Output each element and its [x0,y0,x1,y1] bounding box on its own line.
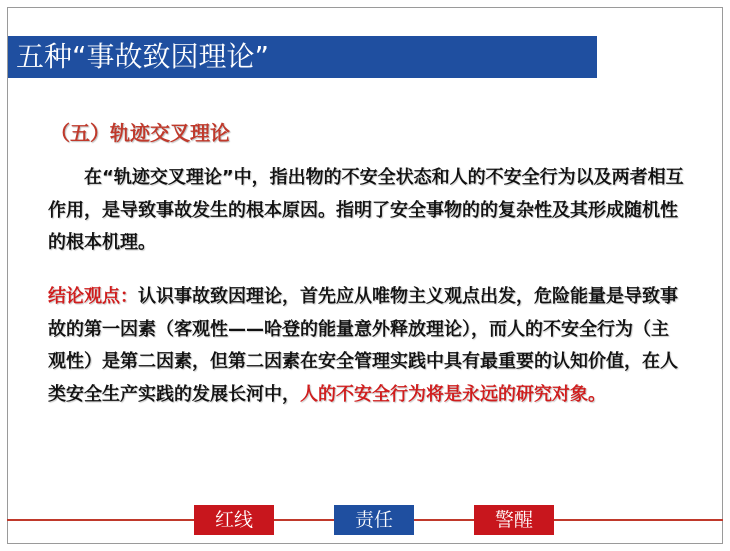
slide-title: 五种“事故致因理论” [8,36,597,78]
conclusion-highlight: 人的不安全行为将是永远的研究对象。 [300,383,606,405]
badge-alert: 警醒 [474,505,554,535]
section-heading: （五）轨迹交叉理论 [50,121,230,145]
conclusion-label: 结论观点： [48,286,138,307]
slide-frame [7,7,723,544]
body-paragraph: 在“轨迹交叉理论”中，指出物的不安全状态和人的不安全行为以及两者相互作用，是导致事故发生的根本原因。指明了安全事物的的复杂性及其形成随机性的根本机理。 [48,167,684,253]
conclusion-text: 认识事故致因理论，首先应从唯物主义观点出发，危险能量是导致事故的第一因素（客观性——哈登的能量意外释放理论），而人的不安全行为（主观性）是第二因素，但第二因素在安全管理实践中具有最重要的认知价值，在人类安全生产实践的发展长河中， [48,286,678,405]
badge-red-line: 红线 [194,505,274,535]
badge-responsibility: 责任 [334,505,414,535]
conclusion-paragraph [48,281,684,411]
